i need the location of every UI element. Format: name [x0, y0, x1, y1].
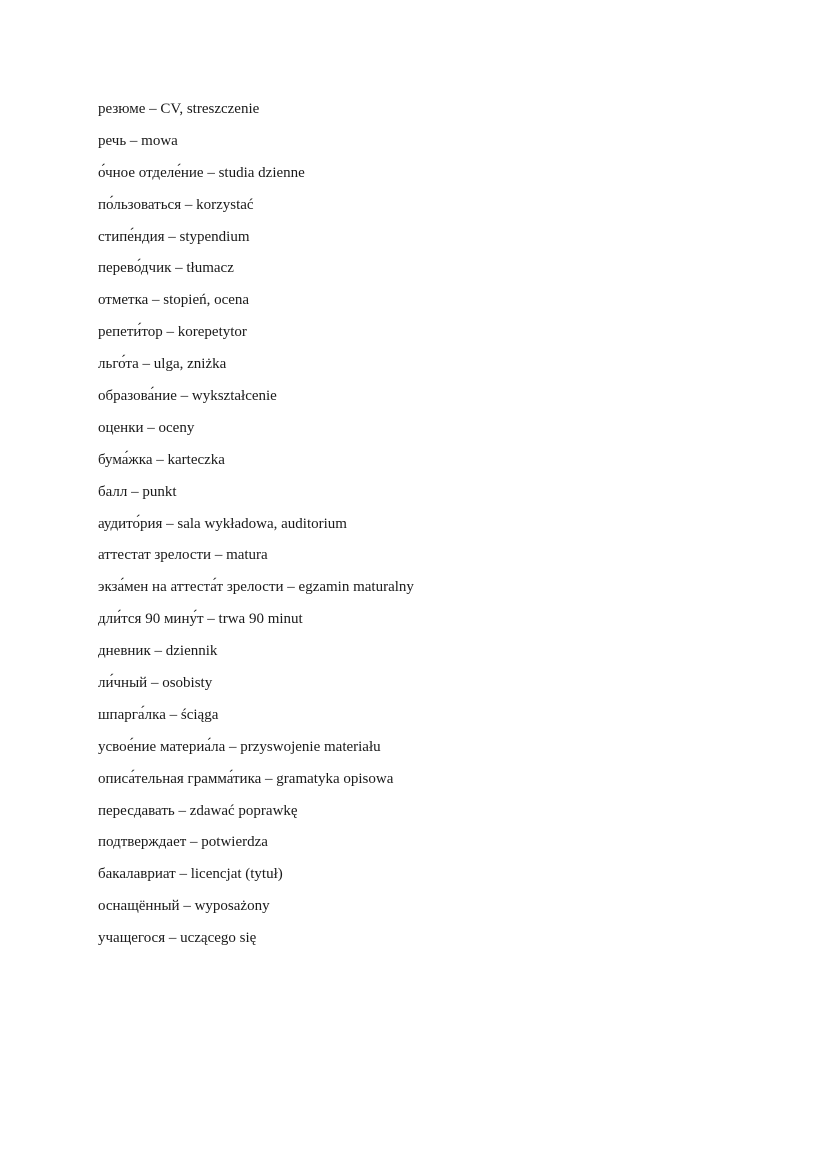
vocab-entry: балл – punkt	[98, 483, 177, 500]
vocab-entry: экза́мен на аттеста́т зрелости – egzamin maturalny	[98, 579, 414, 596]
vocab-entry: дневник – dziennik	[98, 643, 218, 660]
vocab-entry: описа́тельная грамма́тика – gramatyka opisowa	[98, 770, 394, 787]
vocab-entry: стипе́ндия – stypendium	[98, 228, 250, 245]
vocab-entry: перево́дчик – tłumacz	[98, 260, 234, 277]
vocab-entry: о́чное отделе́ние – studia dzienne	[98, 164, 305, 181]
vocab-entry: резюме – CV, streszczenie	[98, 101, 260, 117]
vocab-entry: аудито́рия – sala wykładowa, auditorium	[98, 515, 347, 532]
vocab-entry: бакалавриат – licencjat (tytuł)	[98, 866, 283, 883]
vocab-entry: пересдавать – zdawać poprawkę	[98, 802, 298, 819]
vocab-entry: льго́та – ulga, zniżka	[98, 356, 227, 373]
vocab-entry: подтверждает – potwierdza	[98, 834, 268, 851]
vocab-entry: речь – mowa	[98, 132, 178, 149]
vocab-entry: образова́ние – wykształcenie	[98, 388, 277, 405]
vocab-entry: оценки – oceny	[98, 419, 195, 436]
vocab-entry: отметка – stopień, ocena	[98, 292, 250, 309]
vocab-entry: аттестат зрелости – matura	[98, 547, 268, 564]
vocab-entry: по́льзоваться – korzystać	[98, 196, 254, 213]
vocab-entry: репети́тор – korepetytor	[98, 324, 247, 341]
vocabulary-list	[98, 97, 414, 958]
vocab-entry: ли́чный – osobisty	[98, 675, 213, 692]
vocab-entry: оснащённый – wyposażony	[98, 898, 270, 915]
vocab-entry: усвое́ние материа́ла – przyswojenie materiału	[98, 738, 381, 755]
vocab-entry: учащегося – uczącego się	[98, 930, 257, 947]
vocab-entry: дли́тся 90 мину́т – trwa 90 minut	[98, 611, 303, 628]
vocab-entry: бума́жка – karteczka	[98, 451, 225, 468]
vocab-entry: шпарга́лка – ściąga	[98, 706, 219, 723]
